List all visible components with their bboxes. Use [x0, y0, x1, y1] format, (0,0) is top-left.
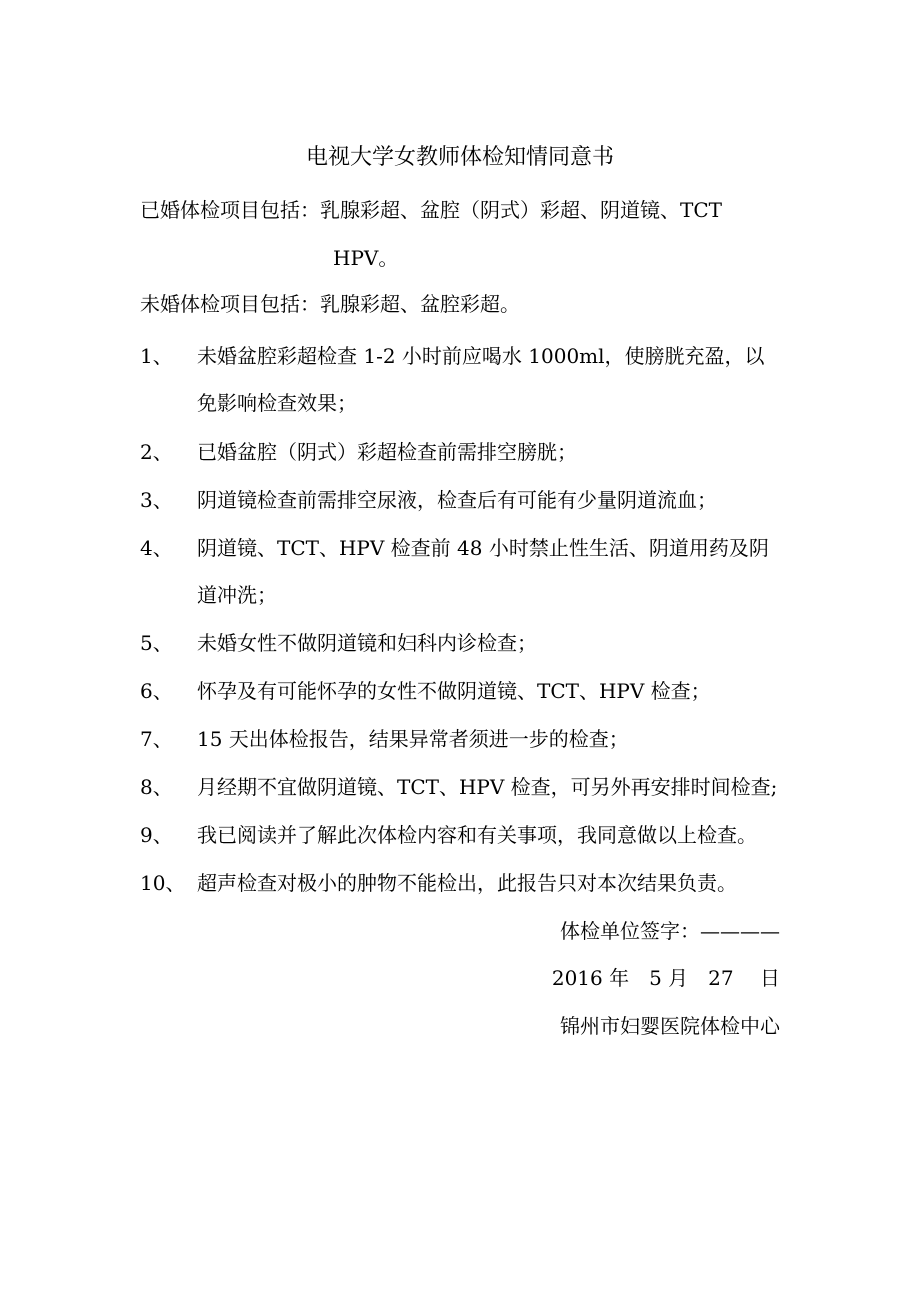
married-items-line1: 已婚体检项目包括：乳腺彩超、盆腔（阴式）彩超、阴道镜、TCT — [140, 198, 722, 222]
signature-line: 体检单位签字：———— — [560, 919, 780, 943]
item-text: 阴道镜、TCT、HPV 检查前 48 小时禁止性生活、阴道用药及阴 — [197, 536, 769, 560]
item-text: 我已阅读并了解此次体检内容和有关事项，我同意做以上检查。 — [197, 823, 757, 847]
date-line: 2016 年 5 月 27 日 — [551, 966, 780, 990]
married-items-line2: HPV。 — [333, 246, 399, 270]
item-number: 2、 — [140, 440, 173, 464]
item-text: 未婚盆腔彩超检查 1-2 小时前应喝水 1000ml，使膀胱充盈，以 — [197, 344, 765, 368]
item-text: 阴道镜检查前需排空尿液，检查后有可能有少量阴道流血； — [197, 488, 717, 512]
item-text: 超声检查对极小的肿物不能检出，此报告只对本次结果负责。 — [197, 871, 737, 895]
item-number: 8、 — [140, 775, 173, 799]
item-text: 已婚盆腔（阴式）彩超检查前需排空膀胱； — [197, 440, 577, 464]
list-item-continuation: 免影响检查效果； — [197, 391, 357, 415]
item-number: 1、 — [140, 344, 173, 368]
institution-name: 锦州市妇婴医院体检中心 — [560, 1014, 780, 1038]
item-number: 4、 — [140, 536, 173, 560]
item-number: 3、 — [140, 488, 173, 512]
item-text: 15 天出体检报告，结果异常者须进一步的检查； — [197, 727, 629, 751]
item-text: 月经期不宜做阴道镜、TCT、HPV 检查，可另外再安排时间检查; — [197, 775, 778, 799]
page-title: 电视大学女教师体检知情同意书 — [305, 145, 614, 170]
item-number: 9、 — [140, 823, 173, 847]
item-number: 7、 — [140, 727, 173, 751]
item-number: 6、 — [140, 679, 173, 703]
item-text: 未婚女性不做阴道镜和妇科内诊检查； — [197, 631, 537, 655]
item-text: 怀孕及有可能怀孕的女性不做阴道镜、TCT、HPV 检查； — [197, 679, 711, 703]
item-number: 5、 — [140, 631, 173, 655]
item-number: 10、 — [140, 871, 186, 895]
unmarried-items: 未婚体检项目包括：乳腺彩超、盆腔彩超。 — [140, 292, 520, 316]
list-item-continuation: 道冲洗； — [197, 583, 277, 607]
